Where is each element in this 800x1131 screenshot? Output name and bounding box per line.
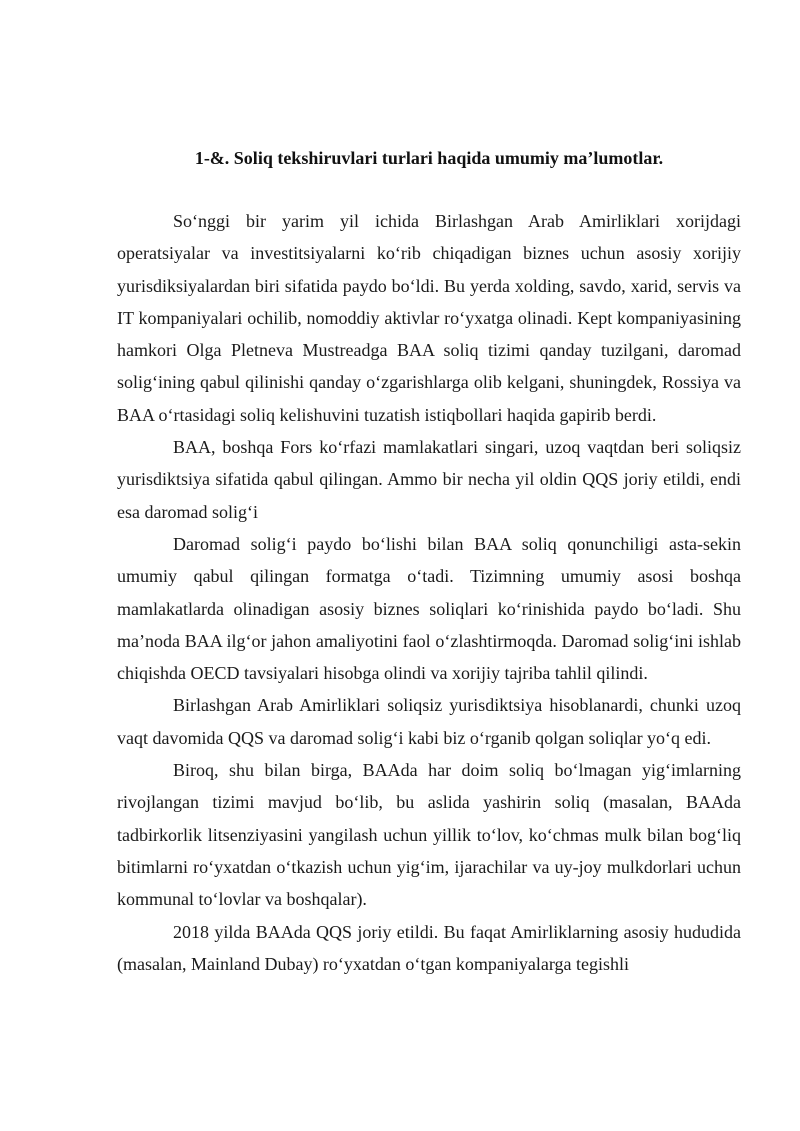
paragraph: Biroq, shu bilan birga, BAAda har doim soliq bo‘lmagan yig‘imlarning rivojlangan tizimi mavjud bo‘lib, bu aslida yashirin soliq (masalan, BAAda tadbirkorlik litsenziyasini yangilash uchun yillik to‘lov, ko‘chmas mulk bilan bog‘liq bitimlarni ro‘yxatdan o‘tkazish uchun yig‘im, ijarachilar va uy-joy mulkdorlari uchun kommunal to‘lovlar va boshqalar). <box>117 760 741 910</box>
paragraph: Daromad solig‘i paydo bo‘lishi bilan BAA soliq qonunchiligi asta-sekin umumiy qabul qilingan formatga o‘tadi. Tizimning umumiy asosi boshqa mamlakatlarda olinadigan asosiy biznes soliqlari ko‘rinishida paydo bo‘ladi. Shu ma’noda BAA ilg‘or jahon amaliyotini faol o‘zlashtirmoqda. Daromad solig‘ini ishlab chiqishda OECD tavsiyalari hisobga olindi va xorijiy tajriba tahlil qilindi. <box>117 533 741 684</box>
paragraph: BAA, boshqa Fors ko‘rfazi mamlakatlari singari, uzoq vaqtdan beri soliqsiz yurisdiktsiya sifatida qabul qilingan. Ammo bir necha yil oldin QQS joriy etildi, endi esa daromad solig‘i <box>117 437 741 522</box>
paragraph: 2018 yilda BAAda QQS joriy etildi. Bu faqat Amirliklarning asosiy hududida (masalan, Mainland Dubay) ro‘yxatdan o‘tgan kompaniyalarga tegishli <box>117 921 741 974</box>
section-heading: 1-&. Soliq tekshiruvlari turlari haqida umumiy ma’lumotlar. <box>194 148 664 168</box>
body-text <box>117 205 741 980</box>
paragraph: Birlashgan Arab Amirliklari soliqsiz yurisdiktsiya hisoblanardi, chunki uzoq vaqt davomida QQS va daromad solig‘i kabi biz o‘rganib qolgan soliqlar yo‘q edi. <box>117 695 741 748</box>
paragraph: So‘nggi bir yarim yil ichida Birlashgan Arab Amirliklari xorijdagi operatsiyalar va investitsiyalarni ko‘rib chiqadigan biznes uchun asosiy xorijiy yurisdiksiyalardan biri sifatida paydo bo‘ldi. Bu yerda xolding, savdo, xarid, servis va IT kompaniyalari ochilib, nomoddiy aktivlar ro‘yxatga olinadi. Kept kompaniyasining hamkori Olga Pletneva Mustreadga BAA soliq tizimi qanday tuzilgani, daromad solig‘ining qabul qilinishi qanday o‘zgarishlarga olib kelgani, shuningdek, Rossiya va BAA o‘rtasidagi soliq kelishuvini tuzatish istiqbollari haqida gapirib berdi. <box>117 211 741 425</box>
